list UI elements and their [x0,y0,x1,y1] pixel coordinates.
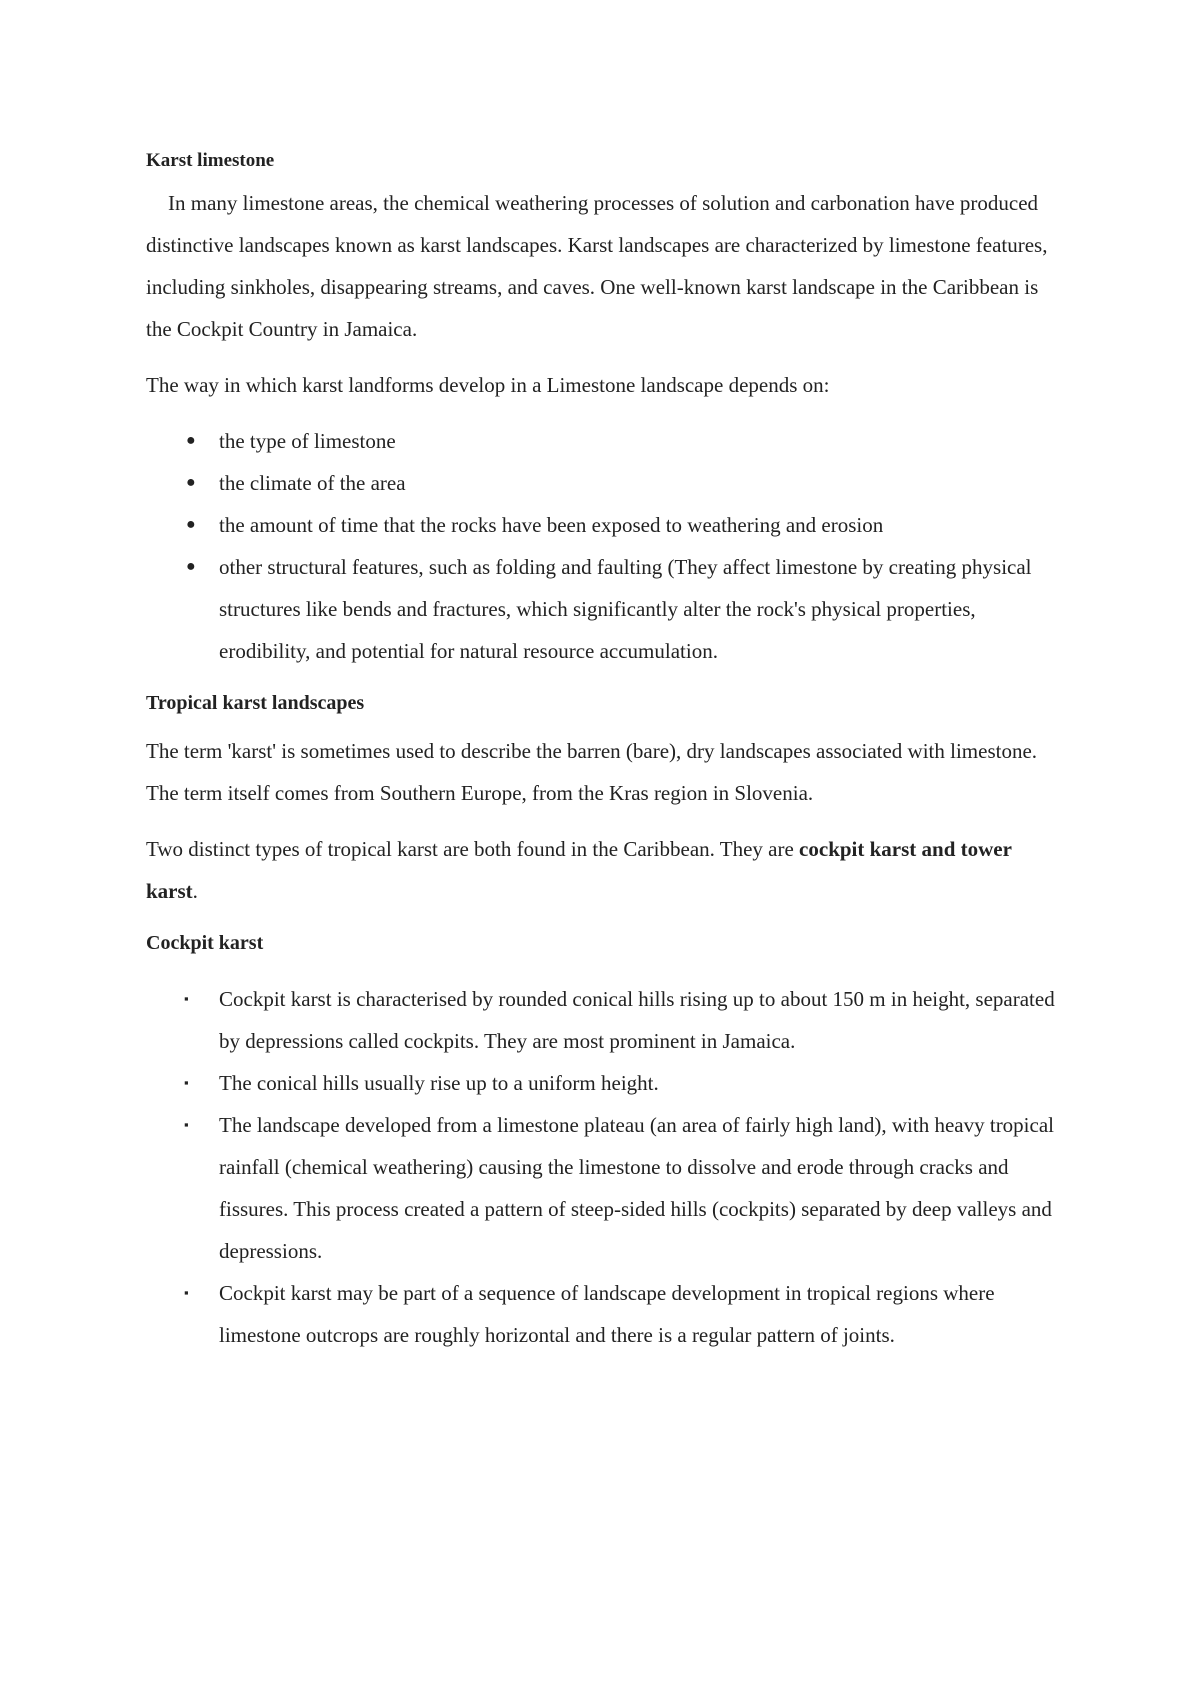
document-page [146,140,1066,1356]
bullet-square-icon: ▪ [184,991,189,1006]
depends-intro-paragraph: The way in which karst landforms develop in a Limestone landscape depends on: [146,373,830,397]
section-title-tropical-karst: Tropical karst landscapes [146,692,365,714]
list-item [146,420,1066,462]
karst-term-paragraph: The term 'karst' is sometimes used to describe the barren (bare), dry landscapes associated with limestone. The term itself comes from Southern Europe, from the Kras region in Slovenia. [146,739,1038,805]
tropical-types-paragraph [146,828,1066,912]
factors-list [146,420,1066,672]
list-item [146,546,1066,672]
tropical-types-end: . [192,879,198,903]
bullet-square-icon: ▪ [184,1075,189,1090]
section-title-karst-limestone: Karst limestone [146,150,275,171]
list-item [146,462,1066,504]
bullet-square-icon: ▪ [184,1117,189,1132]
list-item-text: The landscape developed from a limestone plateau (an area of fairly high land), with heavy tropical rainfall (chemical weathering) causing the limestone to dissolve and erode through cracks and fissures. This process created a pattern of steep-sided hills (cockpits) separated by deep valleys and depressions. [219,1113,1054,1263]
list-item-text: other structural features, such as folding and faulting (They affect limestone by creating physical structures like bends and fractures, which significantly alter the rock's physical properties, erodibility, and potential for natural resource accumulation. [219,555,1032,663]
bullet-disc-icon: ● [186,432,196,449]
list-item [146,1062,1066,1104]
list-item-text: Cockpit karst is characterised by rounded conical hills rising up to about 150 m in height, separated by depressions called cockpits. They are most prominent in Jamaica. [219,987,1055,1053]
bullet-disc-icon: ● [186,558,196,575]
list-item-text: the type of limestone [219,429,396,453]
bullet-disc-icon: ● [186,516,196,533]
tropical-types-text: Two distinct types of tropical karst are both found in the Caribbean. They are [146,837,800,861]
list-item [146,1104,1066,1272]
list-item-text: The conical hills usually rise up to a uniform height. [219,1071,659,1095]
cockpit-points-list [146,978,1066,1356]
list-item-text: the climate of the area [219,471,406,495]
section-title-cockpit-karst: Cockpit karst [146,932,264,954]
intro-paragraph: In many limestone areas, the chemical weathering processes of solution and carbonation have produced distinctive landscapes known as karst landscapes. Karst landscapes are characterized by limestone features, including sinkholes, disappearing streams, and caves. One well-known karst landscape in the Caribbean is the Cockpit Country in Jamaica. [146,191,1048,341]
tropical-types-bold: cockpit karst and tower karst [146,837,1012,903]
list-item [146,504,1066,546]
list-item-text: Cockpit karst may be part of a sequence of landscape development in tropical regions where limestone outcrops are roughly horizontal and there is a regular pattern of joints. [219,1281,995,1347]
bullet-disc-icon: ● [186,474,196,491]
list-item-text: the amount of time that the rocks have been exposed to weathering and erosion [219,513,884,537]
list-item [146,1272,1066,1356]
list-item [146,978,1066,1062]
bullet-square-icon: ▪ [184,1285,189,1300]
